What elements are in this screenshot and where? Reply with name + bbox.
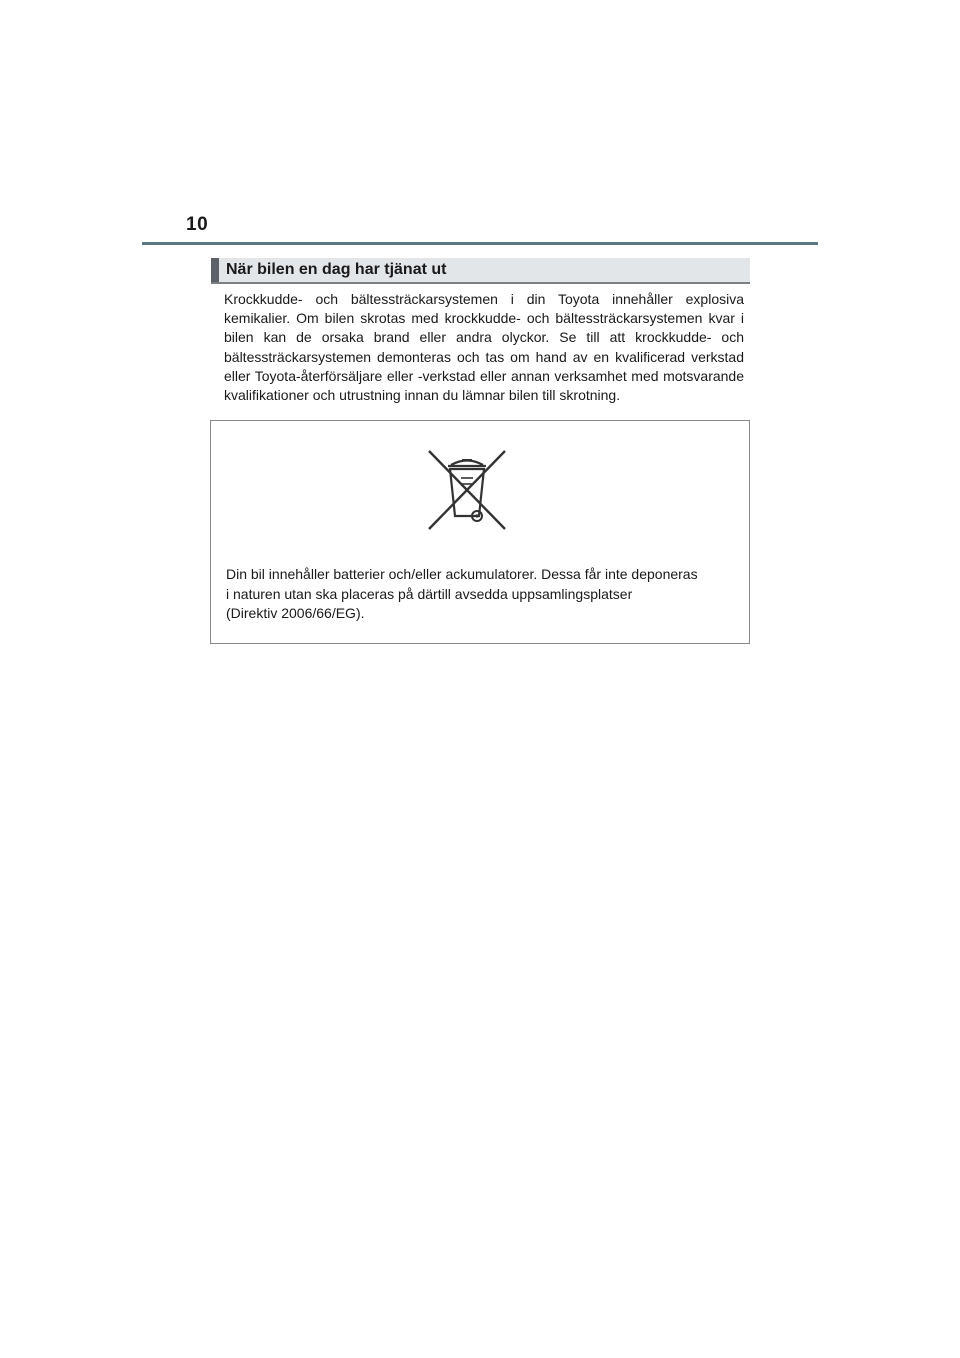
battery-disposal-notice	[210, 420, 750, 644]
notice-line: Din bil innehåller batterier och/eller ackumulatorer. Dessa får inte deponeras	[226, 566, 698, 582]
header-rule	[142, 242, 818, 245]
section-title: När bilen en dag har tjänat ut	[226, 261, 447, 278]
notice-text	[226, 565, 736, 624]
notice-line: i naturen utan ska placeras på därtill avsedda uppsamlingsplatser	[226, 585, 633, 602]
section-heading	[211, 258, 750, 284]
crossed-out-wheelie-bin-icon	[426, 448, 508, 532]
heading-accent-bar	[211, 258, 219, 282]
notice-line: (Direktiv 2006/66/EG).	[226, 605, 365, 621]
section-body-text: Krockkudde- och bältessträckarsystemen i din Toyota innehåller explosiva kemikalier. Om bilen skrotas med krockkudde- och bältessträckarsystemen kvar i bilen kan de orsaka brand eller andra olyckor. Se till att krockkudde- och bältessträckarsystemen demonteras och tas om hand av en kvalificerad verkstad eller Toyota-återförsäljare eller -verkstad eller annan verksamhet med motsvarande kvalifikationer och utrustning innan du lämnar bilen till skrotning.	[224, 291, 744, 404]
page-number: 10	[186, 214, 209, 235]
